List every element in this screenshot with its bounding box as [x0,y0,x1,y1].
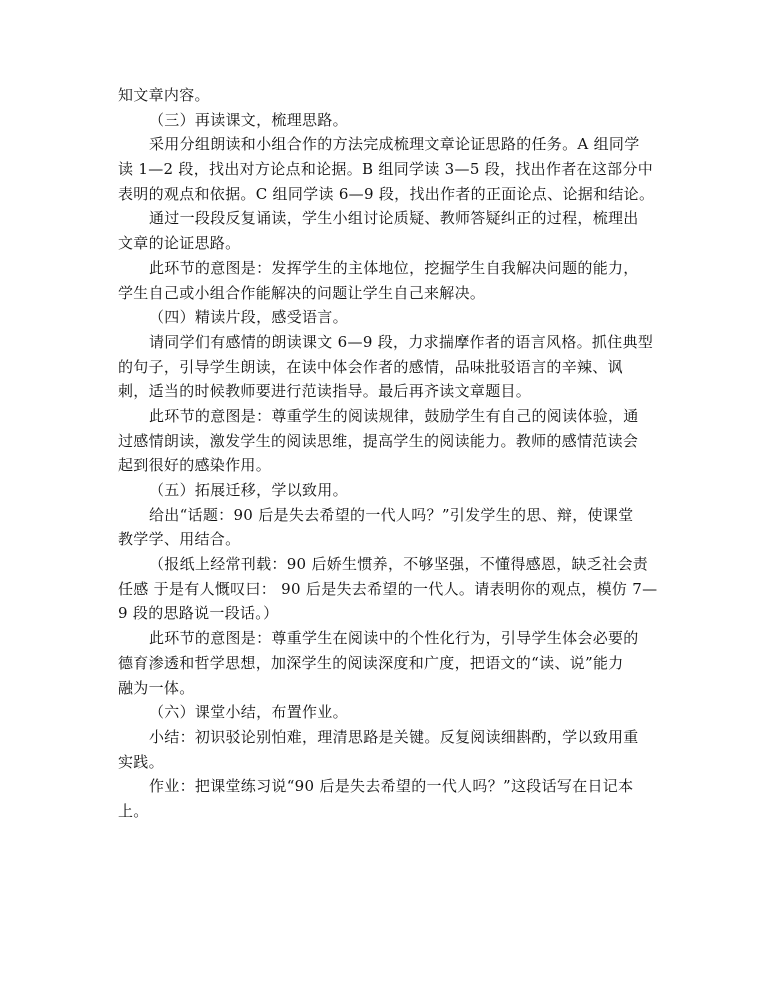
text-line: 上。 [118,801,149,820]
text-line: 此环节的意图是：发挥学生的主体地位，挖掘学生自我解决问题的能力， [149,258,639,277]
text-line: （三）再读课文，梳理思路。 [149,110,348,129]
text-line: 起到很好的感染作用。 [118,456,272,475]
text-line: （报纸上经常刊载：90 后娇生惯养，不够坚强，不懂得感恩，缺乏社会责 [149,555,649,574]
text-line: 采用分组朗读和小组合作的方法完成梳理文章论证思路的任务。A 组同学 [149,135,640,154]
text-line: （四）精读片段，感受语言。 [149,308,348,327]
text-line: 任感 于是有人慨叹曰： 90 后是失去希望的一代人。请表明你的观点，模仿 7— [118,579,658,598]
text-line: 请同学们有感情的朗读课文 6—9 段，力求揣摩作者的语言风格。抓住典型 [149,332,654,351]
text-line: 此环节的意图是：尊重学生在阅读中的个性化行为，引导学生体会必要的 [149,629,639,648]
text-line: 9 段的思路说一段话。） [118,604,279,623]
text-line: 小结：初识驳论别怕难，理清思路是关键。反复阅读细斟酌，学以致用重 [149,727,639,746]
text-line: （五）拓展迁移，学以致用。 [149,481,348,499]
text-line: 文章的论证思路。 [118,234,241,253]
text-line: 知文章内容。 [118,86,210,104]
text-line: 此环节的意图是：尊重学生的阅读规律，鼓励学生有自己的阅读体验，通 [149,406,639,425]
text-line: 过感情朗读，激发学生的阅读思维，提高学生的阅读能力。教师的感情范读会 [118,431,639,450]
text-line: （六）课堂小结，布置作业。 [149,703,348,722]
document-body [118,83,658,824]
text-line: 读 1—2 段，找出对方论点和论据。B 组同学读 3—5 段，找出作者在这部分中 [118,160,654,179]
text-line: 德育渗透和哲学思想，加深学生的阅读深度和广度，把语文的“读、说”能力 [118,653,624,672]
text-line: 教学学、用结合。 [118,530,241,549]
text-line: 作业：把课堂练习说“90 后是失去希望的一代人吗？”这段话写在日记本 [149,777,634,796]
text-line: 融为一体。 [118,678,195,697]
text-line: 通过一段段反复诵读，学生小组讨论质疑、教师答疑纠正的过程，梳理出 [149,209,639,228]
text-line: 学生自己或小组合作能解决的问题让学生自己来解决。 [118,283,486,302]
text-line: 的句子，引导学生朗读，在读中体会作者的感情，品味批驳语言的辛辣、讽 [118,357,623,376]
text-line: 给出“话题：90 后是失去希望的一代人吗？”引发学生的思、辩，使课堂 [149,505,634,524]
text-line: 刺，适当的时候教师要进行范读指导。最后再齐读文章题目。 [118,382,532,401]
text-line: 实践。 [118,752,164,771]
text-line: 表明的观点和依据。C 组同学读 6—9 段，找出作者的正面论点、论据和结论。 [118,184,655,203]
